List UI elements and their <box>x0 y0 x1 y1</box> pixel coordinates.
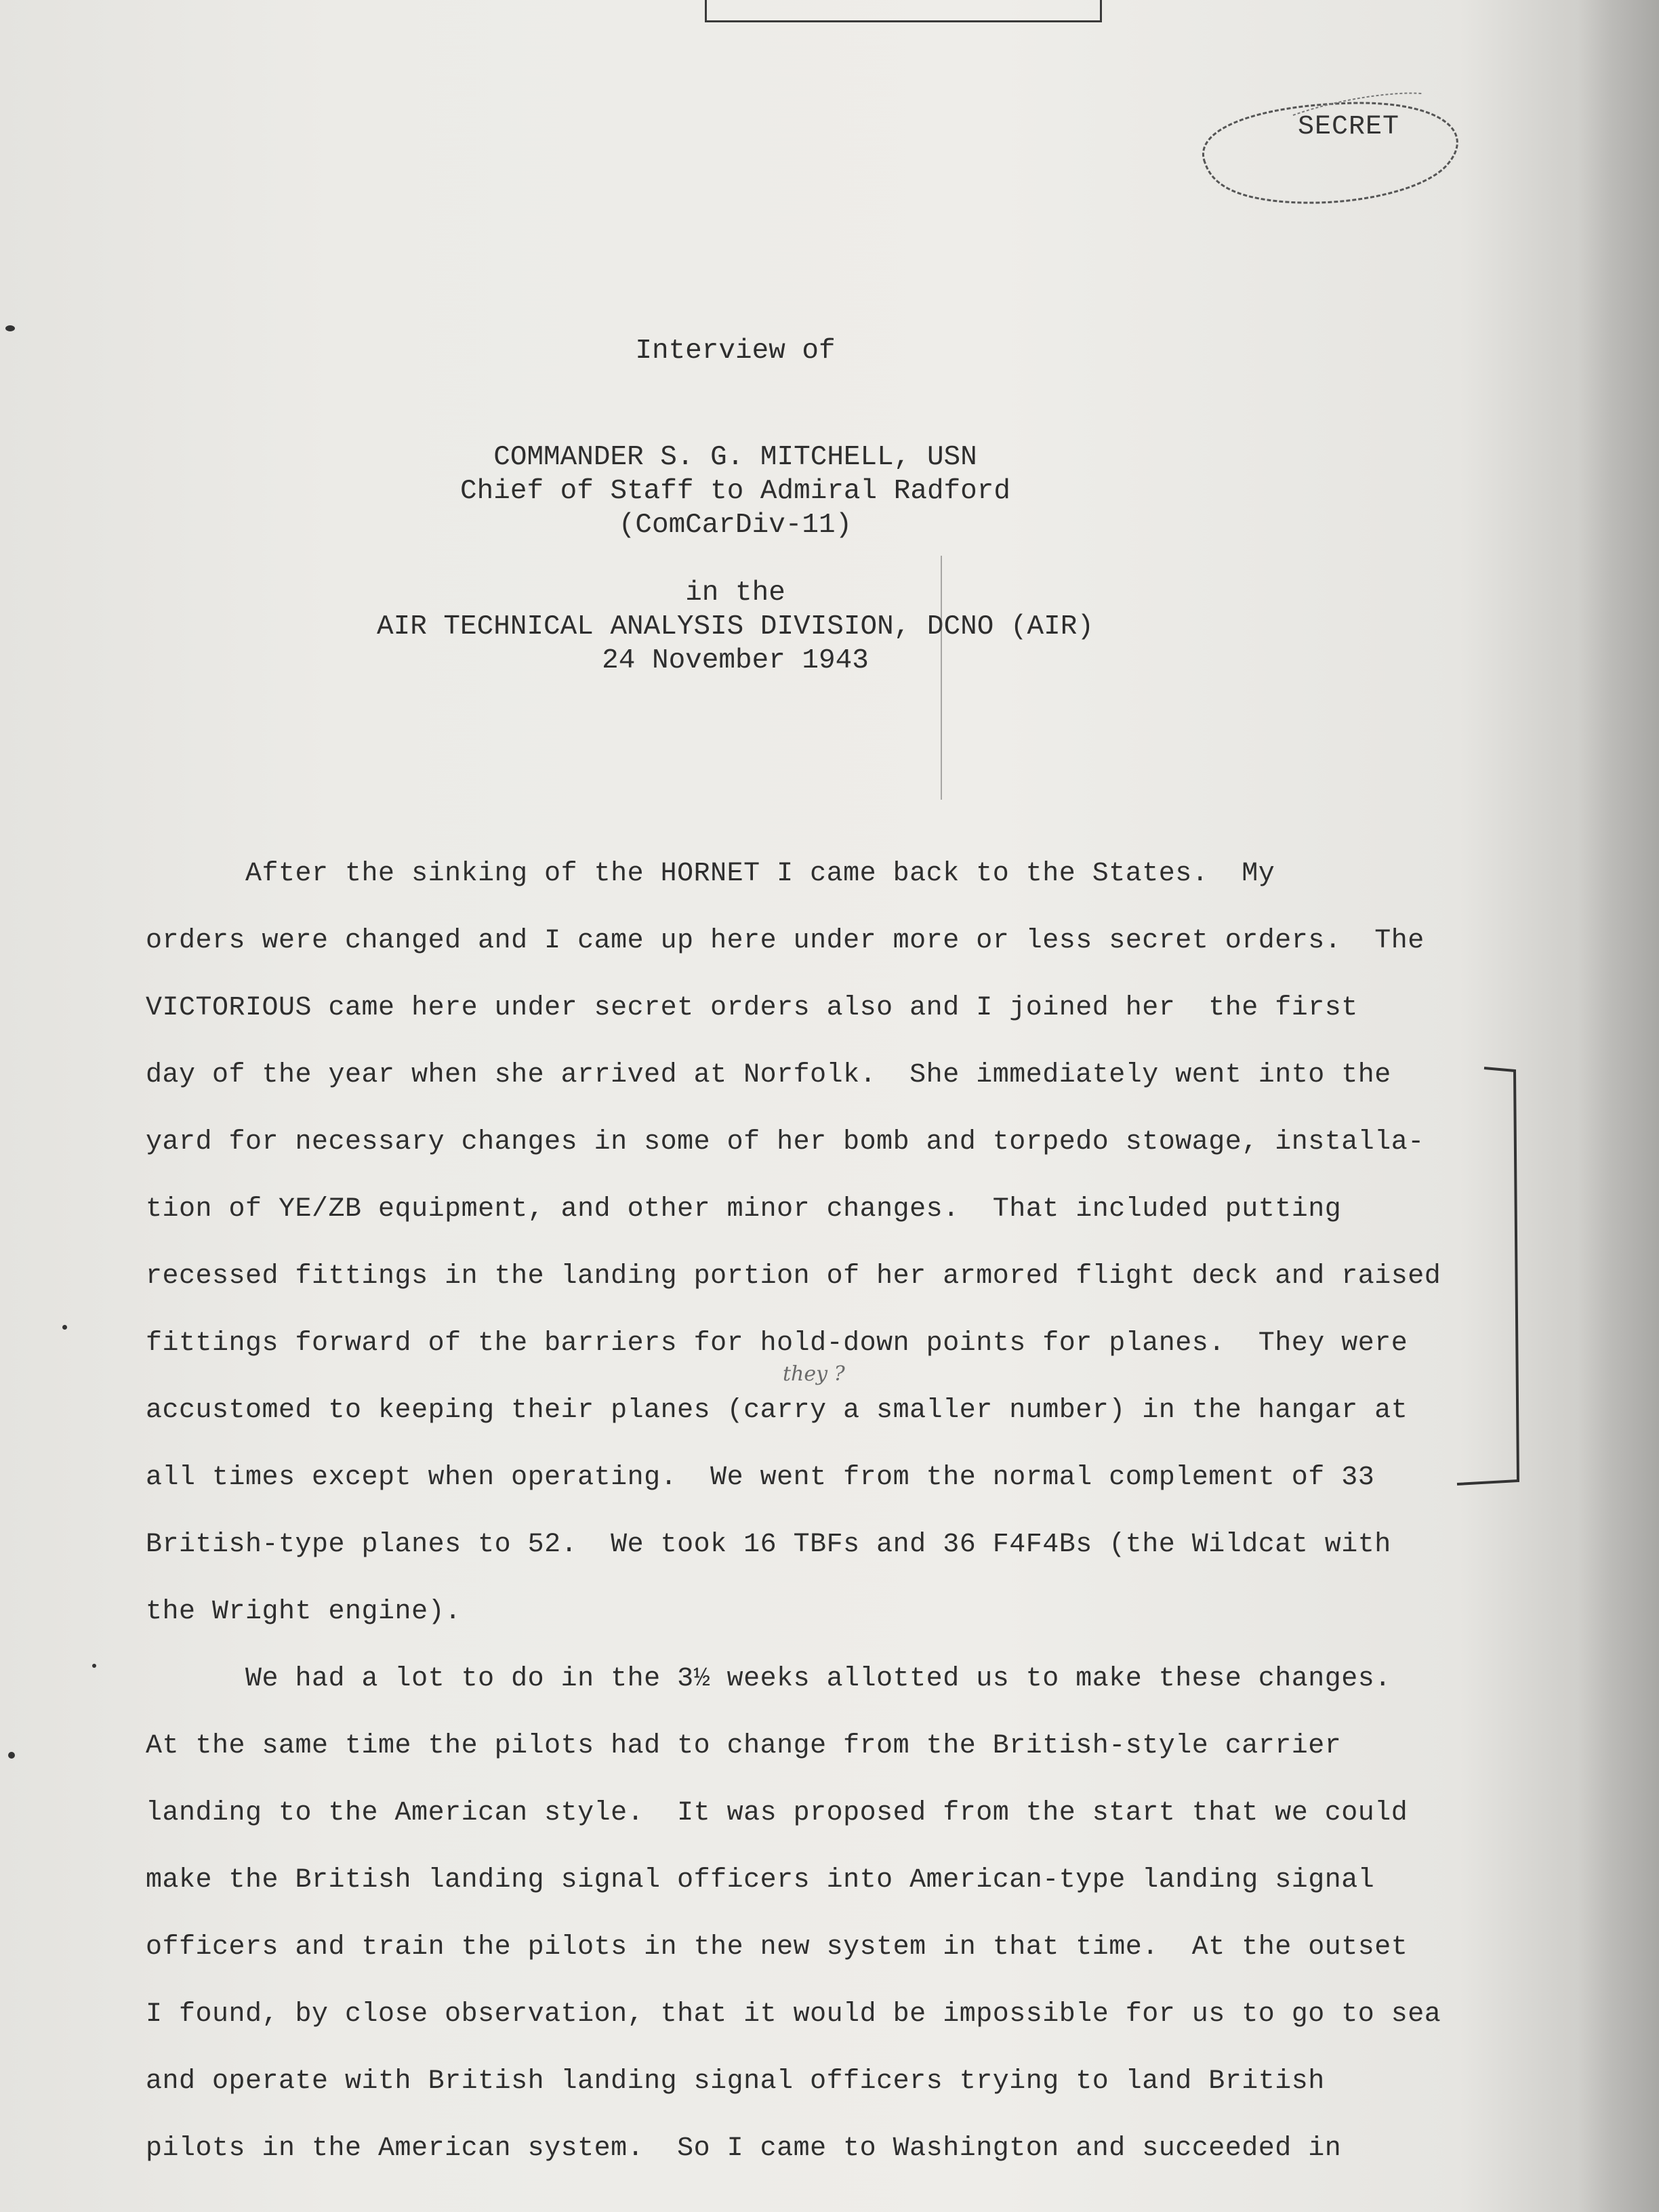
location-prefix: in the <box>685 577 785 609</box>
classification-label: SECRET <box>1298 112 1400 142</box>
body-line: pilots in the American system. So I came to Washington and succeeded in <box>146 2133 1342 2164</box>
page-edge-shadow <box>1578 0 1659 2212</box>
body-line: fittings forward of the barriers for hold-down points for planes. They were <box>146 1328 1408 1359</box>
ink-speck <box>8 1752 15 1759</box>
document-title: Interview of <box>635 335 836 367</box>
ink-speck <box>62 1325 67 1330</box>
body-line: yard for necessary changes in some of her bomb and torpedo stowage, installa- <box>146 1127 1425 1158</box>
interview-date: 24 November 1943 <box>602 645 869 676</box>
subject-unit: (ComCarDiv-11) <box>618 510 853 541</box>
ink-speck <box>5 325 15 331</box>
body-line: landing to the American style. It was proposed from the start that we could <box>146 1798 1408 1828</box>
body-line: accustomed to keeping their planes (carry a smaller number) in the hangar at <box>146 1395 1408 1426</box>
body-line: make the British landing signal officers into American-type landing signal <box>146 1865 1375 1896</box>
body-line: We had a lot to do in the 3½ weeks allotted us to make these changes. <box>146 1664 1391 1694</box>
body-line: orders were changed and I came up here under more or less secret orders. The <box>146 926 1425 956</box>
body-line: At the same time the pilots had to change from the British-style carrier <box>146 1731 1342 1761</box>
body-line: I found, by close observation, that it would be impossible for us to go to sea <box>146 1999 1441 2030</box>
body-line: day of the year when she arrived at Norfolk. She immediately went into the <box>146 1060 1391 1090</box>
body-line: VICTORIOUS came here under secret orders also and I joined her the first <box>146 993 1358 1023</box>
location-division: AIR TECHNICAL ANALYSIS DIVISION, DCNO (AIR) <box>377 611 1094 642</box>
interview-body <box>146 840 1508 2182</box>
body-line: After the sinking of the HORNET I came back to the States. My <box>146 859 1275 889</box>
secret-stamp-oval <box>1178 88 1469 213</box>
body-line: British-type planes to 52. We took 16 TBFs and 36 F4F4Bs (the Wildcat with <box>146 1530 1391 1560</box>
body-line: tion of YE/ZB equipment, and other minor changes. That included putting <box>146 1194 1342 1225</box>
handwritten-annotation: they ? <box>783 1362 845 1386</box>
body-line: the Wright engine). <box>146 1597 462 1627</box>
subject-name: COMMANDER S. G. MITCHELL, USN <box>493 442 977 473</box>
ink-speck <box>92 1664 96 1668</box>
fold-crease <box>941 556 942 800</box>
body-line: and operate with British landing signal officers trying to land British <box>146 2066 1325 2097</box>
body-line: officers and train the pilots in the new system in that time. At the outset <box>146 1932 1408 1963</box>
body-line: all times except when operating. We went from the normal complement of 33 <box>146 1462 1375 1493</box>
margin-bracket <box>1450 1064 1525 1488</box>
subject-role: Chief of Staff to Admiral Radford <box>460 476 1010 507</box>
top-routing-box <box>705 0 1102 22</box>
body-line: recessed fittings in the landing portion of her armored flight deck and raised <box>146 1261 1441 1292</box>
interview-header <box>0 441 1471 678</box>
